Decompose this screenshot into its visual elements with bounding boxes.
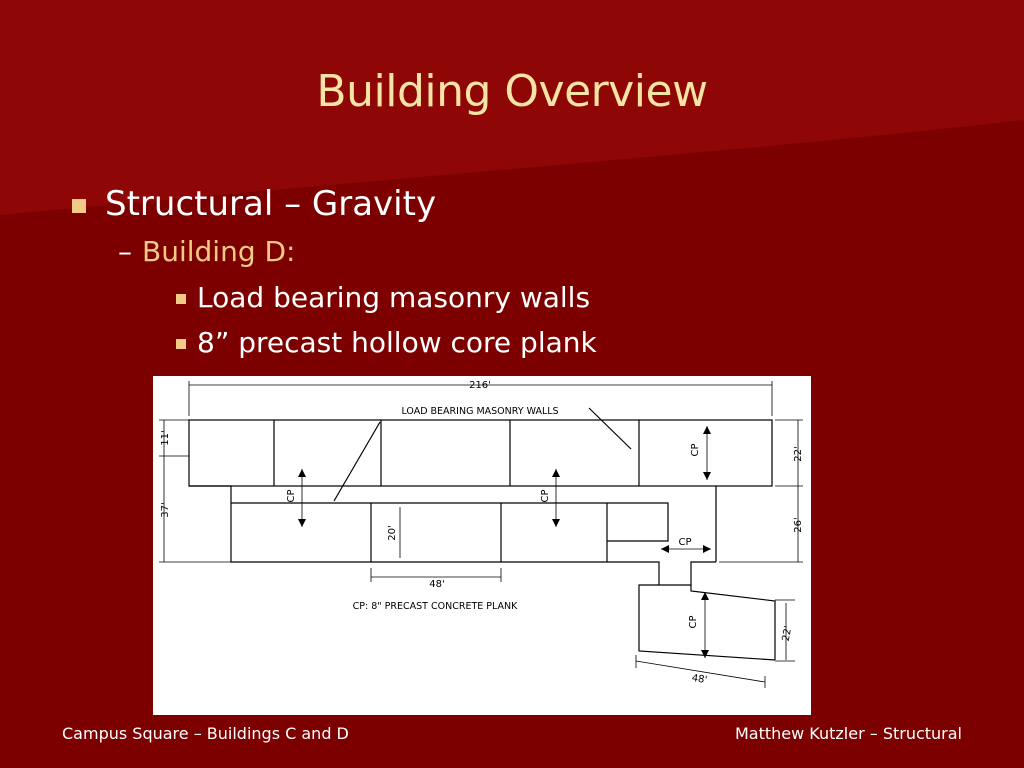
cp-label: CP [690, 443, 701, 457]
dim-wing-height: 22' [780, 624, 795, 643]
dim-bay-width: 48' [429, 579, 445, 590]
square-bullet-icon [72, 199, 86, 213]
cp-label: CP [286, 489, 297, 503]
sub-bullet-building-d [118, 235, 295, 268]
dim-right-top: 22' [793, 446, 804, 462]
square-bullet-icon [176, 339, 186, 349]
bullet-text: Structural – Gravity [105, 184, 437, 224]
dim-left-total: 37' [160, 502, 171, 518]
plank-legend: CP: 8" PRECAST CONCRETE PLANK [352, 601, 518, 612]
cp-label: CP [540, 489, 551, 503]
dim-inner-height: 20' [387, 525, 398, 541]
bullet-structural-gravity [72, 184, 436, 224]
square-bullet-icon [176, 294, 186, 304]
item-text: Load bearing masonry walls [197, 281, 591, 314]
dim-left-top: 11' [160, 430, 171, 446]
top-wing-outline [189, 420, 772, 486]
item-masonry-walls [176, 281, 590, 314]
footer-left: Campus Square – Buildings C and D [62, 724, 349, 743]
dim-total-width: 216' [469, 380, 491, 391]
dash-bullet-icon: – [118, 235, 132, 268]
walls-label: LOAD BEARING MASONRY WALLS [401, 406, 559, 417]
cp-label: CP [688, 615, 699, 629]
sub-bullet-text: Building D: [142, 235, 296, 268]
cp-label: CP [678, 537, 692, 548]
dim-wing-width: 48' [690, 672, 708, 687]
footer-right: Matthew Kutzler – Structural [734, 724, 962, 743]
dim-right-bottom: 26' [793, 517, 804, 533]
floor-plan-svg [153, 376, 811, 715]
slide-title: Building Overview [316, 66, 708, 117]
item-text: 8” precast hollow core plank [197, 326, 597, 359]
floor-plan-diagram [153, 376, 811, 715]
item-precast-plank [176, 326, 597, 359]
